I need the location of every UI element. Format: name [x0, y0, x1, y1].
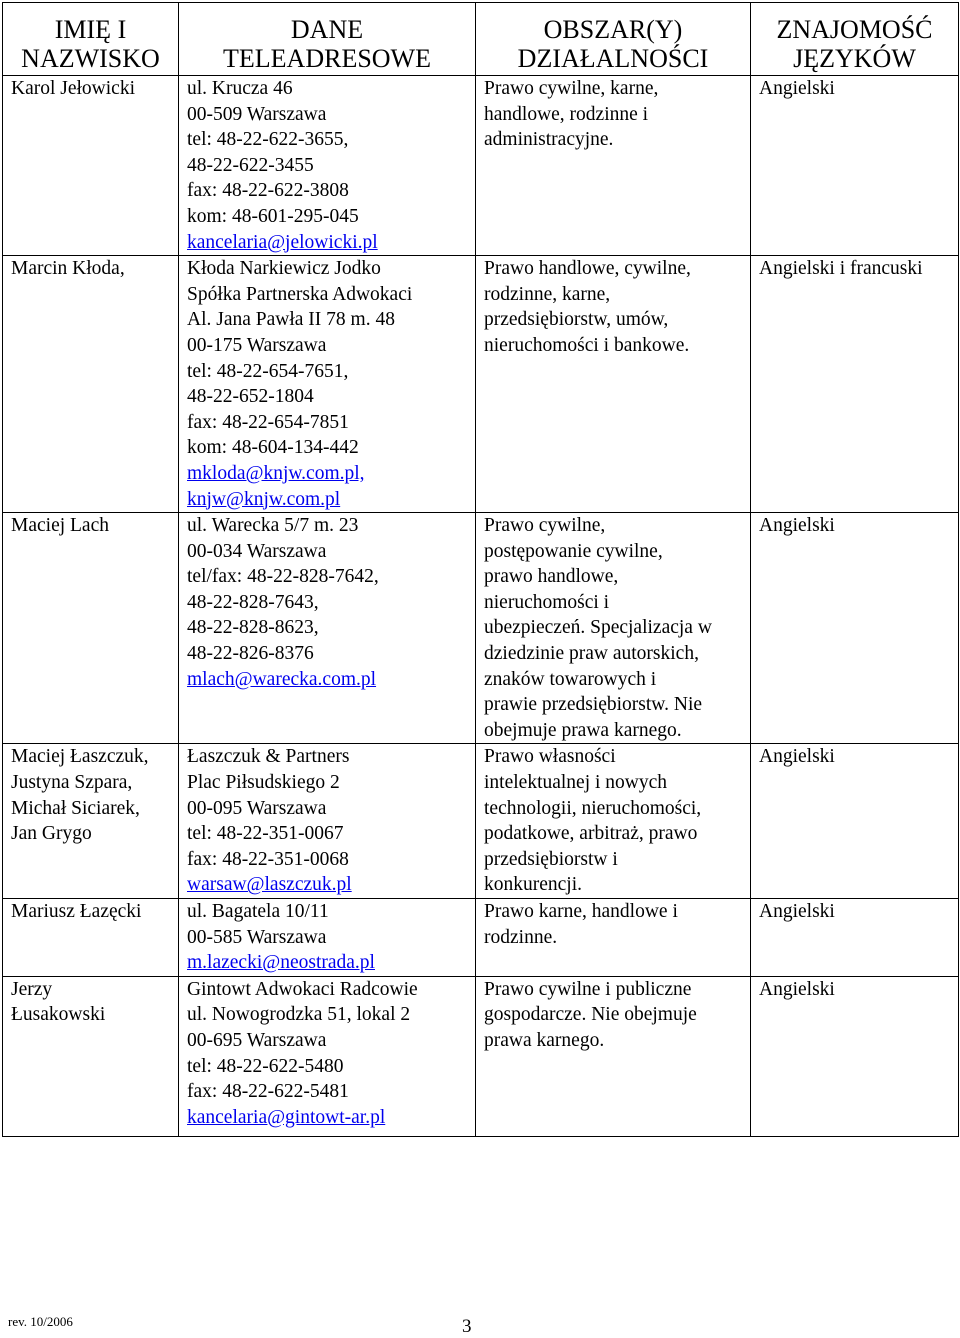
practice-area-line: przedsiębiorstw, umów,	[484, 309, 669, 331]
contact-line: ul. Warecka 5/7 m. 23	[187, 515, 359, 537]
contact-cell	[179, 513, 476, 744]
practice-area-line: konkurencji.	[484, 874, 583, 896]
contact-line: 48-22-826-8376	[187, 643, 314, 665]
name-cell	[3, 256, 179, 513]
practice-area-cell	[476, 976, 751, 1136]
name-cell	[3, 76, 179, 256]
practice-area-line: gospodarcze. Nie obejmuje	[484, 1004, 697, 1026]
contact-line: Kłoda Narkiewicz Jodko	[187, 258, 381, 280]
contact-line: kom: 48-601-295-045	[187, 205, 359, 227]
email-link[interactable]: mkloda@knjw.com.pl,	[187, 462, 365, 484]
person-name: Jerzy	[11, 978, 53, 1000]
contact-line: 00-034 Warszawa	[187, 540, 327, 562]
header-area	[476, 3, 751, 76]
header-row	[3, 3, 959, 76]
person-name: Łusakowski	[11, 1004, 106, 1026]
email-link[interactable]: knjw@knjw.com.pl	[187, 488, 341, 510]
contact-line: 00-175 Warszawa	[187, 334, 327, 356]
table-row	[3, 256, 959, 513]
practice-area-line: technologii, nieruchomości,	[484, 797, 702, 819]
practice-area-cell	[476, 744, 751, 899]
header-name-line: NAZWISKO	[21, 44, 160, 73]
contact-line: Plac Piłsudskiego 2	[187, 772, 340, 794]
contact-line: tel: 48-22-654-7651,	[187, 360, 349, 382]
contact-line: Łaszczuk & Partners	[187, 746, 350, 768]
practice-area-line: Prawo cywilne,	[484, 515, 606, 537]
header-name	[3, 3, 179, 76]
contact-line: Gintowt Adwokaci Radcowie	[187, 978, 418, 1000]
header-contact-line: DANE	[290, 15, 364, 44]
contact-line: 00-095 Warszawa	[187, 797, 327, 819]
contact-line: Spółka Partnerska Adwokaci	[187, 283, 413, 305]
contact-line: fax: 48-22-622-5481	[187, 1081, 349, 1103]
languages-cell	[751, 744, 959, 899]
languages-cell	[751, 899, 959, 977]
person-name: Michał Siciarek,	[11, 797, 140, 819]
contact-line: 00-585 Warszawa	[187, 926, 327, 948]
contact-line: 48-22-828-7643,	[187, 591, 319, 613]
name-cell	[3, 513, 179, 744]
table-row	[3, 513, 959, 744]
header-languages-line: ZNAJOMOŚĆ	[776, 15, 933, 44]
person-name: Maciej Łaszczuk,	[11, 746, 149, 768]
header-name-line: IMIĘ I	[54, 15, 127, 44]
practice-area-line: nieruchomości i bankowe.	[484, 334, 690, 356]
languages-text: Angielski	[759, 901, 835, 922]
practice-area-line: rodzinne.	[484, 926, 558, 948]
header-contact-line: TELEADRESOWE	[223, 44, 431, 73]
practice-area-line: Prawo cywilne i publiczne	[484, 978, 692, 1000]
email-link[interactable]: kancelaria@jelowicki.pl	[187, 231, 378, 253]
practice-area-line: podatkowe, arbitraż, prawo	[484, 823, 698, 845]
practice-area-line: prawa karnego.	[484, 1029, 605, 1051]
contact-line: tel: 48-22-351-0067	[187, 823, 344, 845]
languages-text: Angielski	[759, 746, 835, 768]
practice-area-line: przedsiębiorstw i	[484, 848, 618, 870]
page-number: 3	[462, 1316, 472, 1337]
person-name: Jan Grygo	[11, 823, 92, 845]
languages-cell	[751, 513, 959, 744]
contact-line: 00-509 Warszawa	[187, 103, 327, 125]
languages-cell	[751, 76, 959, 256]
contact-line: ul. Nowogrodzka 51, lokal 2	[187, 1004, 411, 1026]
revision-label: rev. 10/2006	[8, 1314, 73, 1329]
languages-cell	[751, 256, 959, 513]
contact-line: 00-695 Warszawa	[187, 1029, 327, 1051]
practice-area-line: Prawo własności	[484, 746, 616, 768]
table-row	[3, 744, 959, 899]
email-link[interactable]: kancelaria@gintowt-ar.pl	[187, 1106, 386, 1128]
contact-cell	[179, 899, 476, 977]
practice-area-line: Prawo handlowe, cywilne,	[484, 258, 691, 280]
practice-area-line: Prawo karne, handlowe i	[484, 901, 678, 922]
contact-line: ul. Krucza 46	[187, 78, 293, 99]
contact-line: 48-22-622-3455	[187, 154, 314, 176]
contact-line: fax: 48-22-622-3808	[187, 180, 349, 202]
practice-area-line: znaków towarowych i	[484, 668, 657, 690]
email-link[interactable]: warsaw@laszczuk.pl	[187, 874, 352, 896]
lawyers-directory-table	[2, 2, 959, 1137]
contact-line: tel: 48-22-622-5480	[187, 1055, 344, 1077]
contact-cell	[179, 976, 476, 1136]
languages-cell	[751, 976, 959, 1136]
person-name: Maciej Lach	[11, 515, 109, 537]
email-link[interactable]: mlach@warecka.com.pl	[187, 668, 377, 690]
contact-line: kom: 48-604-134-442	[187, 437, 359, 459]
header-languages	[751, 3, 959, 76]
contact-line: 48-22-828-8623,	[187, 617, 319, 639]
contact-cell	[179, 256, 476, 513]
person-name: Marcin Kłoda,	[11, 258, 125, 280]
practice-area-cell	[476, 256, 751, 513]
languages-text: Angielski	[759, 78, 835, 99]
name-cell	[3, 744, 179, 899]
header-contact	[179, 3, 476, 76]
languages-text: Angielski	[759, 515, 835, 537]
practice-area-line: prawo handlowe,	[484, 566, 619, 588]
practice-area-line: nieruchomości i	[484, 591, 610, 613]
contact-line: ul. Bagatela 10/11	[187, 901, 329, 922]
practice-area-line: postępowanie cywilne,	[484, 540, 663, 562]
person-name: Karol Jełowicki	[11, 78, 136, 99]
table-row	[3, 976, 959, 1136]
practice-area-line: administracyjne.	[484, 129, 614, 151]
person-name: Mariusz Łazęcki	[11, 901, 142, 922]
name-cell	[3, 899, 179, 977]
email-link[interactable]: m.lazecki@neostrada.pl	[187, 952, 375, 974]
person-name: Justyna Szpara,	[11, 772, 133, 794]
practice-area-line: rodzinne, karne,	[484, 283, 611, 305]
languages-text: Angielski	[759, 978, 835, 1000]
contact-line: fax: 48-22-654-7851	[187, 411, 349, 433]
contact-cell	[179, 744, 476, 899]
contact-line: fax: 48-22-351-0068	[187, 848, 349, 870]
practice-area-cell	[476, 76, 751, 256]
header-languages-line: JĘZYKÓW	[793, 44, 916, 73]
table-body	[3, 76, 959, 1137]
name-cell	[3, 976, 179, 1136]
contact-cell	[179, 76, 476, 256]
practice-area-line: ubezpieczeń. Specjalizacja w	[484, 617, 712, 639]
contact-line: Al. Jana Pawła II 78 m. 48	[187, 309, 395, 331]
header-area-line: OBSZAR(Y)	[543, 15, 683, 44]
contact-line: tel/fax: 48-22-828-7642,	[187, 566, 379, 588]
contact-line: 48-22-652-1804	[187, 386, 314, 408]
languages-text: Angielski i francuski	[759, 258, 923, 280]
table-row	[3, 899, 959, 977]
header-area-line: DZIAŁALNOŚCI	[517, 44, 709, 73]
practice-area-cell	[476, 513, 751, 744]
contact-line: tel: 48-22-622-3655,	[187, 129, 349, 151]
practice-area-line: prawie przedsiębiorstw. Nie	[484, 694, 703, 716]
practice-area-cell	[476, 899, 751, 977]
practice-area-line: intelektualnej i nowych	[484, 772, 668, 794]
practice-area-line: Prawo cywilne, karne,	[484, 78, 659, 99]
practice-area-line: handlowe, rodzinne i	[484, 103, 649, 125]
practice-area-line: obejmuje prawa karnego.	[484, 719, 682, 741]
practice-area-line: dziedzinie praw autorskich,	[484, 643, 699, 665]
table-row	[3, 76, 959, 256]
